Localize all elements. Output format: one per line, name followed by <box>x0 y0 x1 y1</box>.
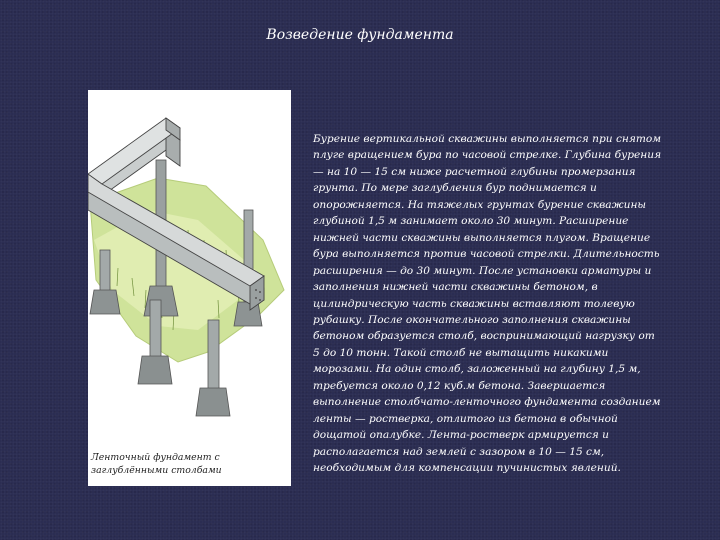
slide-title: Возведение фундамента <box>266 27 454 43</box>
foundation-figure-panel <box>88 90 291 486</box>
strip-foundation-with-piles-illustration <box>88 90 291 486</box>
description-paragraph: Бурение вертикальной скважины выполняется при снятом плуге вращением бура по часовой стрелке. Глубина бурения — на 10 — 15 см ниже расчетной глубины промерзания грунта. По мере заглубления бур поднимается и опорожняется. На тяжелых грунтах бурение скважины глубиной 1,5 м занимает около 30 минут. Расширение нижней части скважины выполняется плугом. Вращение бура выполняется против часовой стрелки. Длительность расширения — до 30 минут. После установки арматуры и заполнения нижней части скважины бетоном, в цилиндрическую часть скважины вставляют толевую рубашку. После окончательного заполнения скважины бетоном образуется столб, воспринимающий нагрузку от 5 до 10 тонн. Такой столб не вытащить никакими морозами. На один столб, заложенный на глубину 1,5 м, требуется около 0,12 куб.м бетона. Завершается выполнение столбчато-ленточного фундамента созданием ленты — ростверка, отлитого из бетона в обычной дощатой опалубке. Лента-ростверк армируется и располагается над землей с зазором в 10 — 15 см, необходимым для компенсации пучинистых явлений. <box>313 133 662 475</box>
figure-caption: Ленточный фундамент с заглублёнными столбами <box>91 452 222 476</box>
